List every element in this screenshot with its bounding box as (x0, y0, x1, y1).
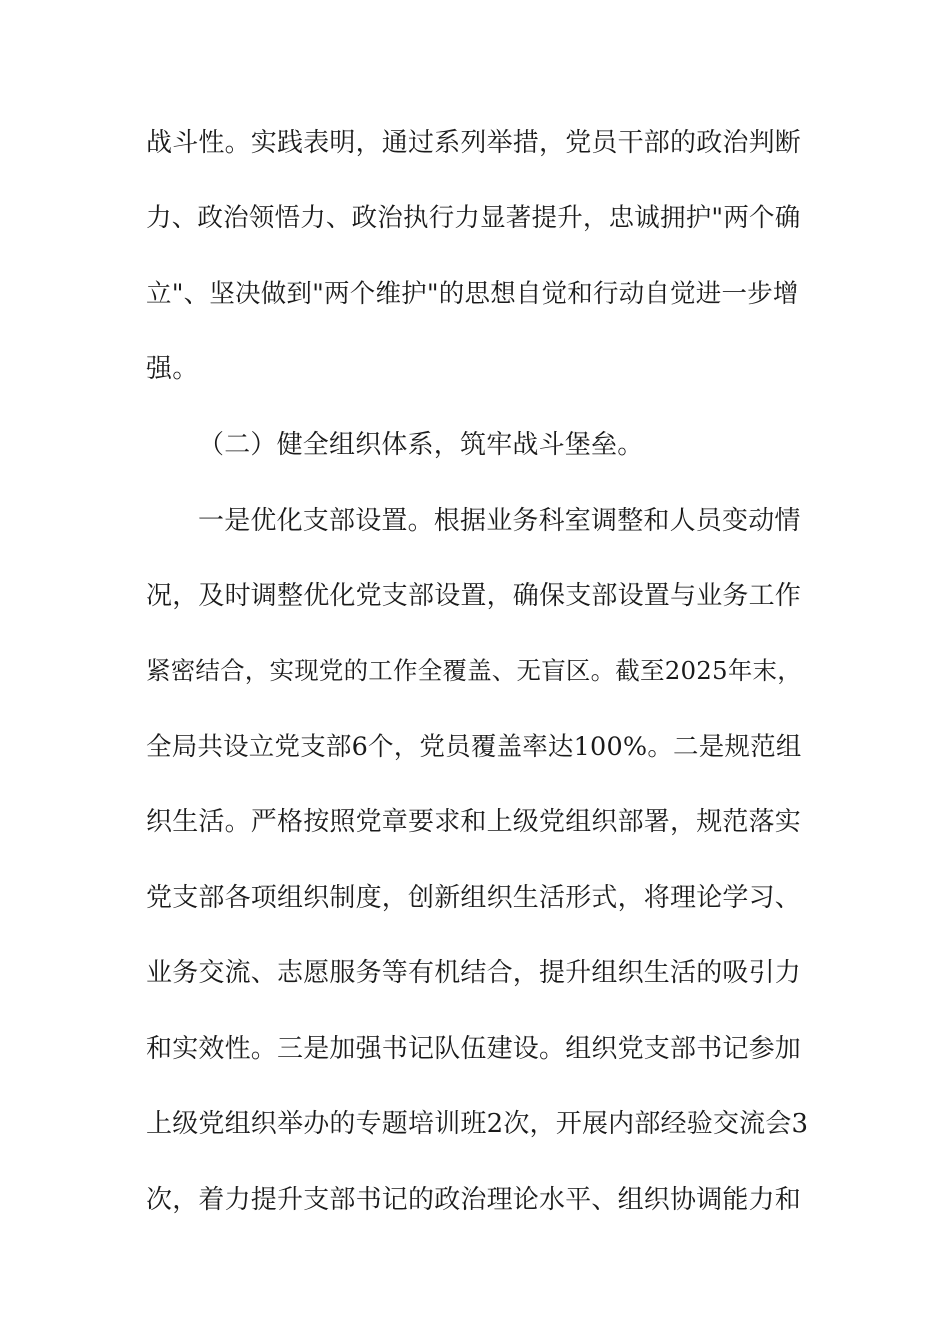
text-line: 战斗性。实践表明，通过系列举措，党员干部的政治判断 (146, 128, 802, 158)
text-line: 上级党组织举办的专题培训班2次，开展内部经验交流会3 (146, 1109, 809, 1139)
paragraph-first-line: 一是优化支部设置。根据业务科室调整和人员变动情 (198, 506, 801, 536)
text-line: 力、政治领悟力、政治执行力显著提升，忠诚拥护"两个确 (146, 203, 801, 233)
text-line: 立"、坚决做到"两个维护"的思想自觉和行动自觉进一步增 (146, 279, 799, 309)
text-line: 业务交流、志愿服务等有机结合，提升组织生活的吸引力 (146, 958, 802, 988)
text-line: 织生活。严格按照党章要求和上级党组织部署，规范落实 (146, 807, 802, 837)
text-line: 和实效性。三是加强书记队伍建设。组织党支部书记参加 (146, 1034, 802, 1064)
text-line: 次，着力提升支部书记的政治理论水平、组织协调能力和 (146, 1185, 802, 1215)
text-line: 全局共设立党支部6个，党员覆盖率达100%。二是规范组 (146, 732, 802, 762)
text-line: 党支部各项组织制度，创新组织生活形式，将理论学习、 (146, 883, 802, 913)
text-line: 紧密结合，实现党的工作全覆盖、无盲区。截至2025年末， (146, 656, 802, 685)
section-heading: （二）健全组织体系，筑牢战斗堡垒。 (198, 430, 644, 460)
text-line: 强。 (146, 354, 199, 384)
text-line: 况，及时调整优化党支部设置，确保支部设置与业务工作 (146, 581, 802, 611)
